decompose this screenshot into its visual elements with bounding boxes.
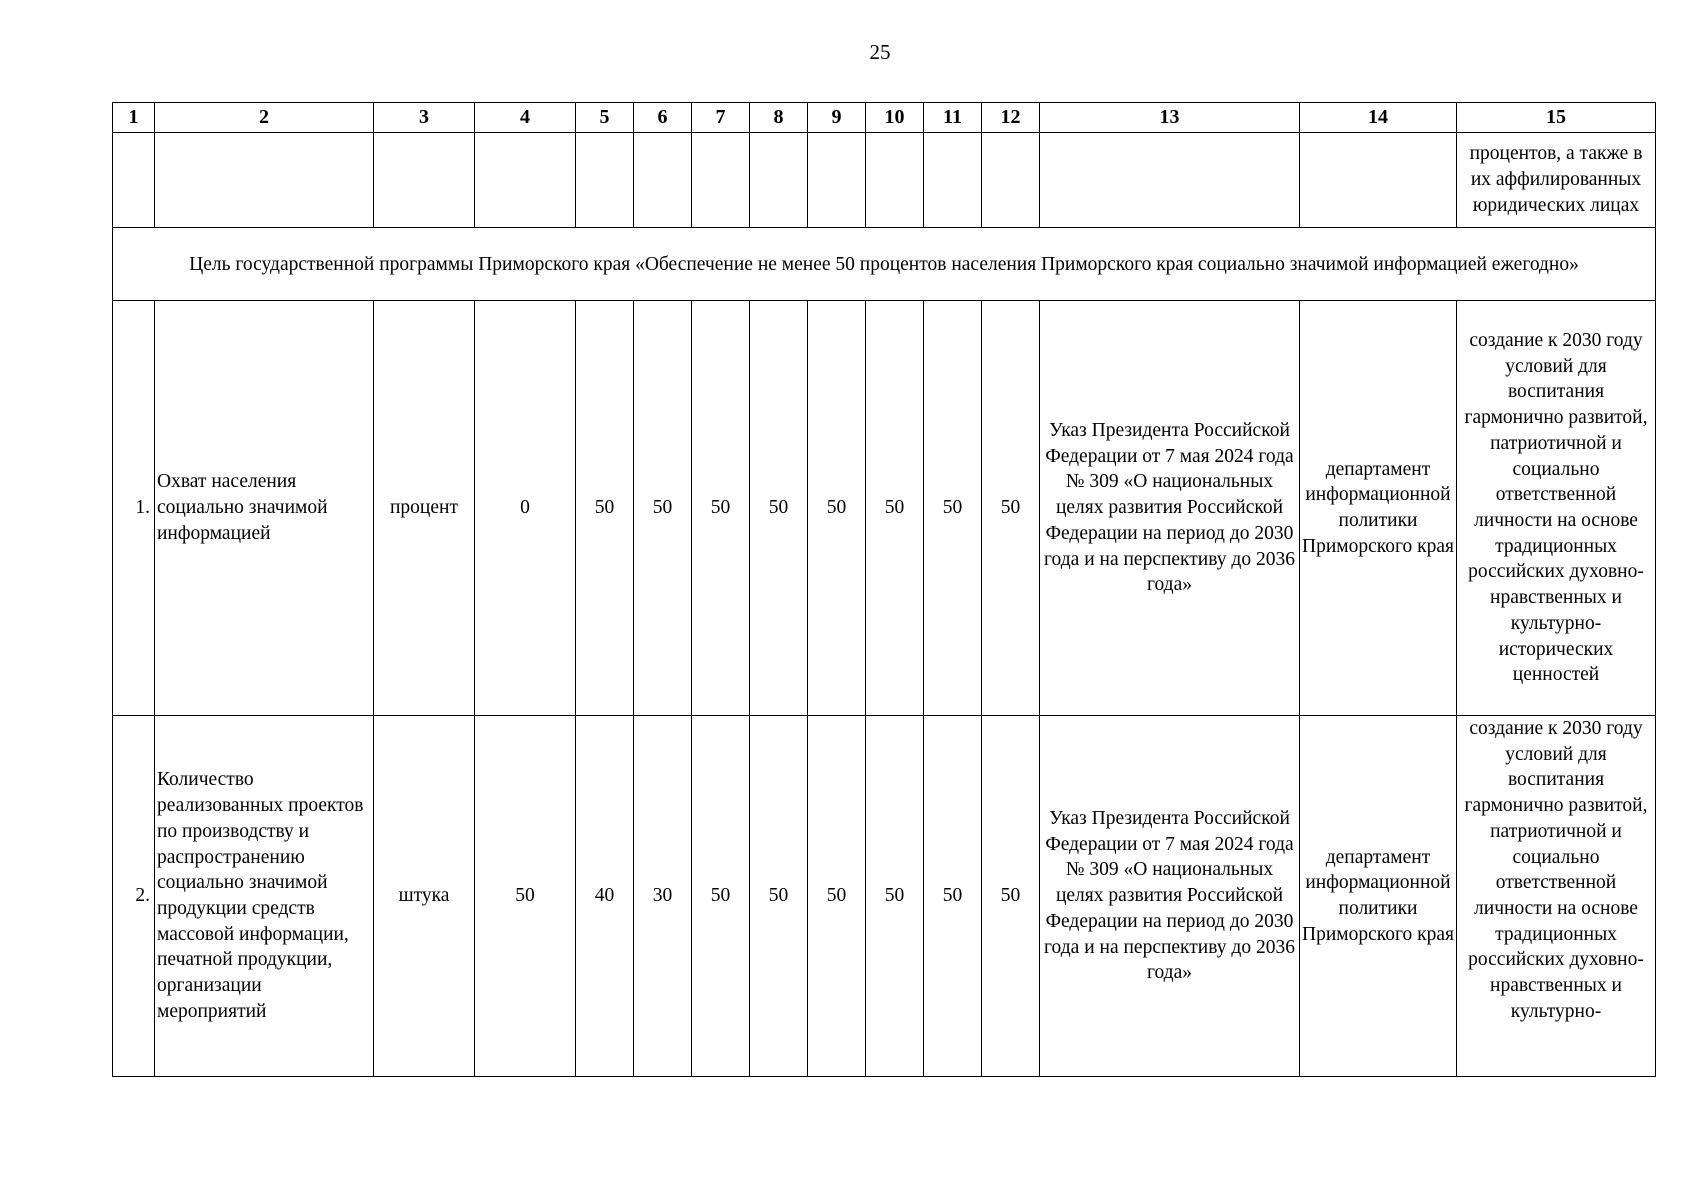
- header-cell: 14: [1300, 103, 1457, 133]
- year-value: 50: [982, 716, 1040, 1077]
- year-value: 50: [924, 716, 982, 1077]
- year-value: 50: [692, 301, 750, 716]
- responsible-cell: департамент информационной политики Приморского края: [1300, 301, 1457, 716]
- empty-cell: [982, 133, 1040, 228]
- empty-cell: [113, 133, 155, 228]
- base-value: 0: [475, 301, 576, 716]
- year-value: 50: [750, 716, 808, 1077]
- row-number: 2.: [113, 716, 155, 1077]
- link-cell: [1457, 716, 1656, 1077]
- header-cell: 1: [113, 103, 155, 133]
- header-cell: 3: [374, 103, 475, 133]
- responsible-cell: департамент информационной политики Приморского края: [1300, 716, 1457, 1077]
- year-value: 50: [982, 301, 1040, 716]
- empty-cell: [866, 133, 924, 228]
- year-value: 40: [576, 716, 634, 1077]
- empty-cell: [924, 133, 982, 228]
- header-cell: 5: [576, 103, 634, 133]
- page-number: 25: [869, 40, 891, 64]
- empty-cell: [692, 133, 750, 228]
- empty-cell: [1040, 133, 1300, 228]
- indicator-name: Охват населения социально значимой информацией: [155, 301, 374, 716]
- header-cell: 9: [808, 103, 866, 133]
- header-cell: 15: [1457, 103, 1656, 133]
- empty-cell: [634, 133, 692, 228]
- table-row: [113, 716, 1656, 1077]
- empty-cell: [808, 133, 866, 228]
- header-cell: 6: [634, 103, 692, 133]
- row-number: 1.: [113, 301, 155, 716]
- document-cell: Указ Президента Российской Федерации от 7 мая 2024 года № 309 «О национальных целях развития Российской Федерации на период до 2030 года и на перспективу до 2036 года»: [1040, 716, 1300, 1077]
- year-value: 50: [576, 301, 634, 716]
- link-text: создание к 2030 году условий для воспитания гармонично развитой, патриотичной и социально ответственной личности на основе традиционных российских духовно-нравственных и культурно-исторических ценностей: [1464, 330, 1648, 686]
- goal-cell: Цель государственной программы Приморского края «Обеспечение не менее 50 процентов населения Приморского края социально значимой информацией ежегодно»: [113, 228, 1656, 301]
- empty-cell: [576, 133, 634, 228]
- unit-cell: штука: [374, 716, 475, 1077]
- year-value: 50: [750, 301, 808, 716]
- link-text: создание к 2030 году условий для воспитания гармонично развитой, патриотичной и социально ответственной личности на основе традиционных российских духовно-нравственных и культурно-: [1464, 718, 1648, 1022]
- header-cell: 10: [866, 103, 924, 133]
- header-cell: 2: [155, 103, 374, 133]
- indicator-name: Количество реализованных проектов по производству и распространению социально значимой продукции средств массовой информации, печатной продукции, организации мероприятий: [155, 716, 374, 1077]
- year-value: 50: [808, 716, 866, 1077]
- year-value: 30: [634, 716, 692, 1077]
- goal-row: [113, 228, 1656, 301]
- empty-cell: [750, 133, 808, 228]
- empty-cell: [1300, 133, 1457, 228]
- header-cell: 13: [1040, 103, 1300, 133]
- header-row: [113, 103, 1656, 133]
- document-cell: Указ Президента Российской Федерации от 7 мая 2024 года № 309 «О национальных целях развития Российской Федерации на период до 2030 года и на перспективу до 2036 года»: [1040, 301, 1300, 716]
- year-value: 50: [866, 301, 924, 716]
- continuation-link-cell: [1457, 133, 1656, 228]
- link-cell: [1457, 301, 1656, 716]
- indicators-table: [112, 102, 1656, 1077]
- unit-cell: процент: [374, 301, 475, 716]
- year-value: 50: [808, 301, 866, 716]
- header-cell: 11: [924, 103, 982, 133]
- continuation-link-text: процентов, а также в их аффилированных юридических лицах: [1469, 143, 1643, 216]
- empty-cell: [475, 133, 576, 228]
- continuation-row: [113, 133, 1656, 228]
- header-cell: 7: [692, 103, 750, 133]
- empty-cell: [155, 133, 374, 228]
- year-value: 50: [866, 716, 924, 1077]
- year-value: 50: [634, 301, 692, 716]
- table-row: [113, 301, 1656, 716]
- header-cell: 4: [475, 103, 576, 133]
- header-cell: 8: [750, 103, 808, 133]
- header-cell: 12: [982, 103, 1040, 133]
- year-value: 50: [692, 716, 750, 1077]
- empty-cell: [374, 133, 475, 228]
- base-value: 50: [475, 716, 576, 1077]
- year-value: 50: [924, 301, 982, 716]
